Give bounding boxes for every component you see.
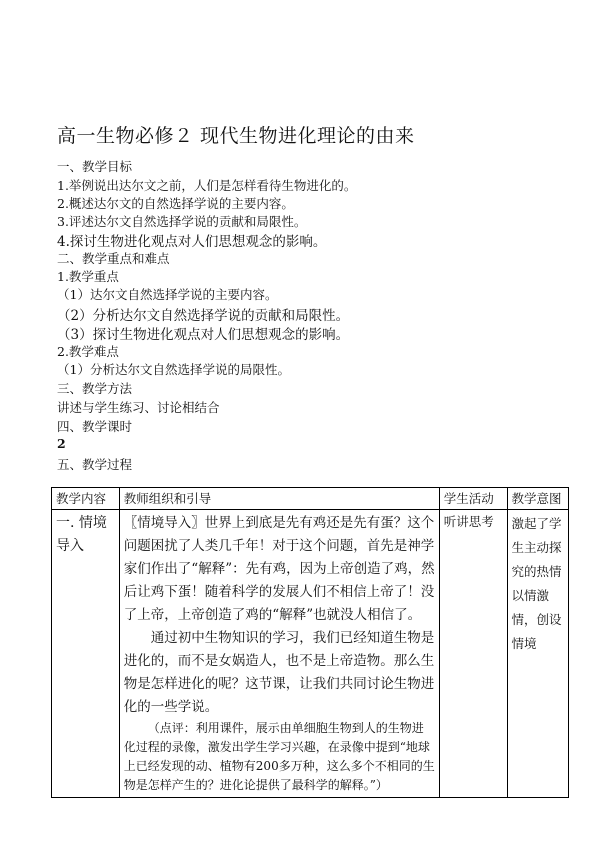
- section-key-points-heading: 二、教学重点和难点: [57, 251, 170, 266]
- guide-paragraph-3: （点评：利用课件，展示由单细胞生物到人的生物进化过程的录像，激发出学生学习兴趣，在录像中提到“地球上已经发现的动、植物有200多万种，这么多个不相同的生物是怎样产生的？进化论提供了最科学的解释。”）: [123, 721, 435, 792]
- section-hours-heading: 四、教学课时: [57, 419, 133, 434]
- objective-4: 4.探讨生物进化观点对人们思想观念的影响。: [57, 234, 327, 250]
- objective-1: 1.举例说出达尔文之前，人们是怎样看待生物进化的。: [57, 178, 357, 193]
- section-method-heading: 三、教学方法: [57, 381, 133, 396]
- table-row: [52, 510, 569, 798]
- difficulty-1: （1）分析达尔文自然选择学说的局限性。: [57, 362, 290, 377]
- objective-2: 2.概述达尔文的自然选择学说的主要内容。: [57, 196, 294, 211]
- header-intent: 教学意图: [507, 488, 568, 510]
- difficulty-subheading: 2.教学难点: [57, 344, 119, 359]
- header-activity: 学生活动: [439, 488, 507, 510]
- cell-intent: 激起了学生主动探究的热情以情激情，创设情境: [507, 510, 568, 798]
- table-header-row: [52, 488, 569, 510]
- objective-3: 3.评述达尔文自然选择学说的贡献和局限性。: [57, 214, 307, 229]
- method-text: 讲述与学生练习、讨论相结合: [57, 400, 220, 415]
- cell-activity: 听讲思考: [439, 510, 507, 798]
- section-process-heading: 五、教学过程: [57, 457, 133, 472]
- document-title: 高一生物必修２ 现代生物进化理论的由来: [57, 125, 415, 147]
- section-objectives-heading: 一、教学目标: [57, 159, 133, 174]
- header-guide: 教师组织和引导: [119, 488, 439, 510]
- guide-paragraph-2: 通过初中生物知识的学习，我们已经知道生物是进化的，而不是女娲造人，也不是上帝造物。那么生物是怎样进化的呢？这节课，让我们共同讨论生物进化的一些学说。: [123, 630, 435, 715]
- hours-value: 2: [57, 436, 66, 451]
- key-point-3: （3）探讨生物进化观点对人们思想观念的影响。: [57, 327, 350, 343]
- teaching-process-table: [51, 487, 569, 798]
- key-point-2: （2）分析达尔文自然选择学说的贡献和局限性。: [57, 308, 350, 324]
- header-content: 教学内容: [52, 488, 120, 510]
- cell-content: 一. 情境导入: [52, 510, 120, 798]
- key-points-subheading: 1.教学重点: [57, 269, 119, 284]
- cell-guide: [119, 510, 439, 798]
- key-point-1: （1）达尔文自然选择学说的主要内容。: [57, 287, 278, 302]
- guide-paragraph-1: 〖情境导入〗世界上到底是先有鸡还是先有蛋？这个问题困扰了人类几千年！对于这个问题，首先是神学家们作出了“解释”：先有鸡，因为上帝创造了鸡，然后让鸡下蛋！随着科学的发展人们不相信上帝了！没了上帝，上帝创造了鸡的“解释”也就没人相信了。: [123, 515, 435, 623]
